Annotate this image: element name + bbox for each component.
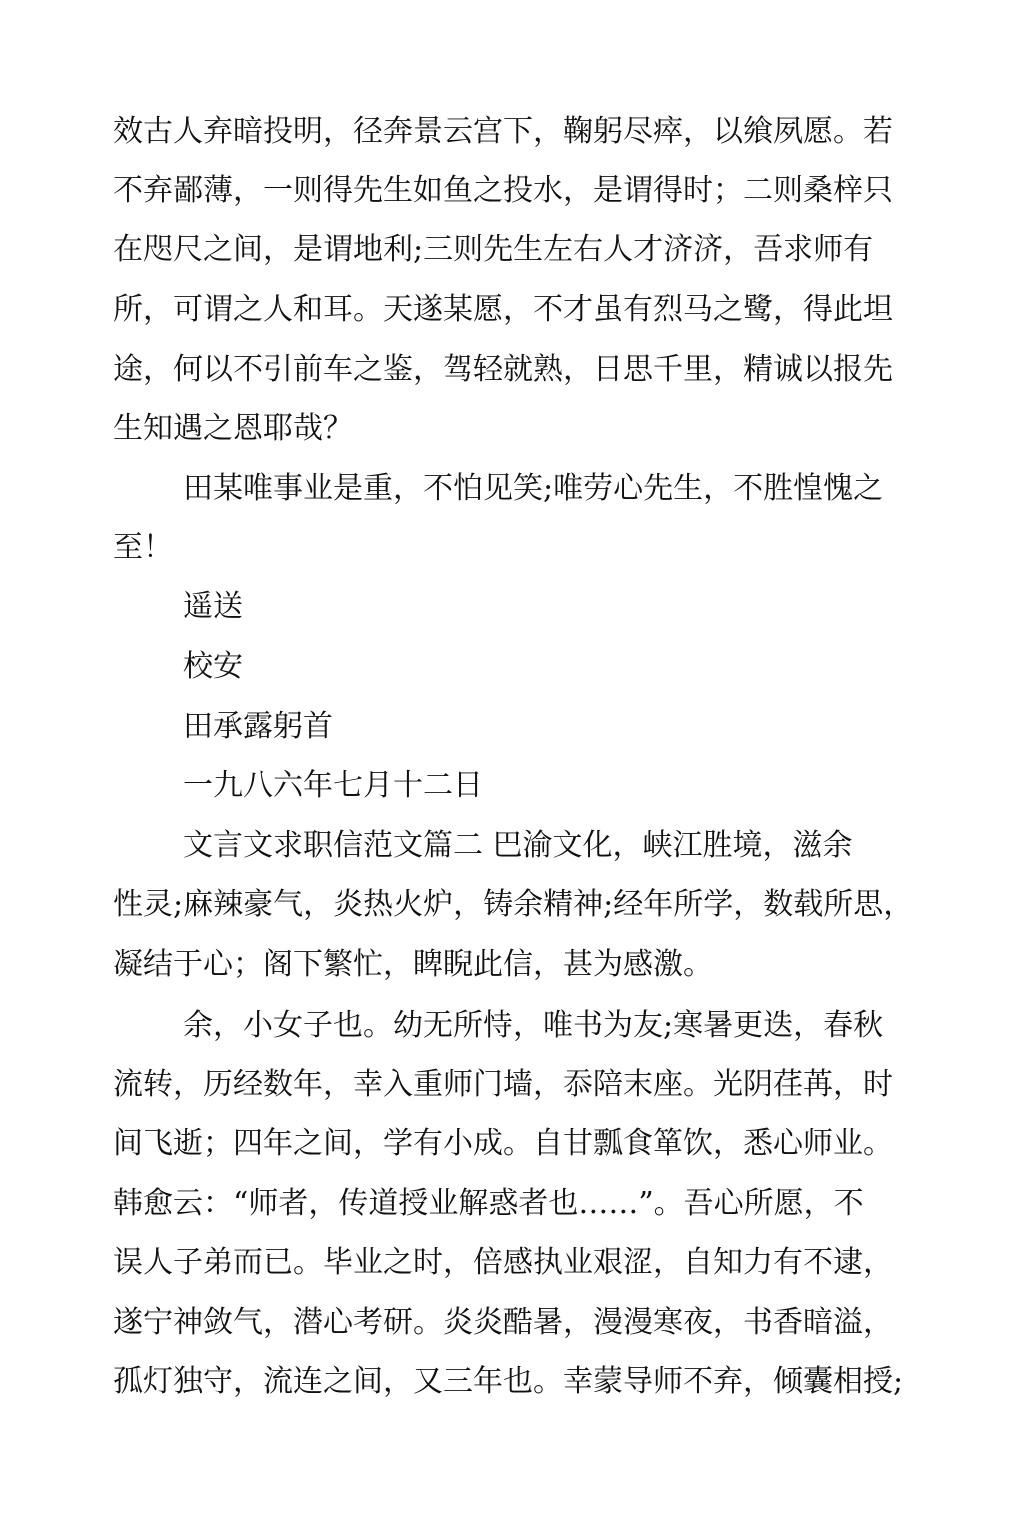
text-line-4: 所，可谓之人和耳。天遂某愿，不才虽有烈马之鹭，得此坦 bbox=[113, 292, 893, 327]
text-line-22: 孤灯独守，流连之间，又三年也。幸蒙导师不弃，倾囊相授; bbox=[113, 1364, 904, 1399]
closing-greeting: 遥送 bbox=[183, 589, 243, 624]
text-line-2: 不弃鄙薄，一则得先生如鱼之投水，是谓得时；二则桑梓只 bbox=[113, 173, 893, 208]
text-line-8: 至！ bbox=[113, 530, 173, 565]
text-line-16: 余，小女子也。幼无所恃，唯书为友;寒暑更迭，春秋 bbox=[183, 1008, 884, 1043]
text-line-3: 在咫尺之间，是谓地利;三则先生左右人才济济，吾求师有 bbox=[113, 232, 874, 267]
text-line-14: 性灵;麻辣豪气，炎热火炉，铸余精神;经年所学，数载所思， bbox=[113, 887, 914, 922]
text-line-1: 效古人弃暗投明，径奔景云宫下，鞠躬尽瘁，以飨夙愿。若 bbox=[113, 114, 893, 149]
text-line-5: 途，何以不引前车之鉴，驾轻就熟，日思千里，精诚以报先 bbox=[113, 352, 893, 387]
text-line-15: 凝结于心；阁下繁忙，睥睨此信，甚为感激。 bbox=[113, 947, 713, 982]
date-line: 一九八六年七月十二日 bbox=[183, 768, 483, 803]
text-line-17: 流转，历经数年，幸入重师门墙，忝陪末座。光阴荏苒，时 bbox=[113, 1067, 893, 1102]
text-line-21: 遂宁神敛气，潜心考研。炎炎酷暑，漫漫寒夜，书香暗溢， bbox=[113, 1305, 893, 1340]
signature: 田承露躬首 bbox=[183, 709, 333, 744]
text-line-7: 田某唯事业是重，不怕见笑;唯劳心先生，不胜惶愧之 bbox=[183, 471, 884, 506]
text-line-6: 生知遇之恩耶哉？ bbox=[113, 411, 353, 446]
closing-wish: 校安 bbox=[183, 649, 243, 684]
text-line-20: 误人子弟而已。毕业之时，倍感执业艰涩，自知力有不逮， bbox=[113, 1245, 893, 1280]
text-line-19: 韩愈云：“师者，传道授业解惑者也……”。吾心所愿，不 bbox=[113, 1186, 864, 1221]
text-line-18: 间飞逝；四年之间，学有小成。自甘瓢食箪饮，悉心师业。 bbox=[113, 1126, 893, 1161]
section-two-heading-line: 文言文求职信范文篇二 巴渝文化，峡江胜境，滋余 bbox=[183, 828, 853, 863]
